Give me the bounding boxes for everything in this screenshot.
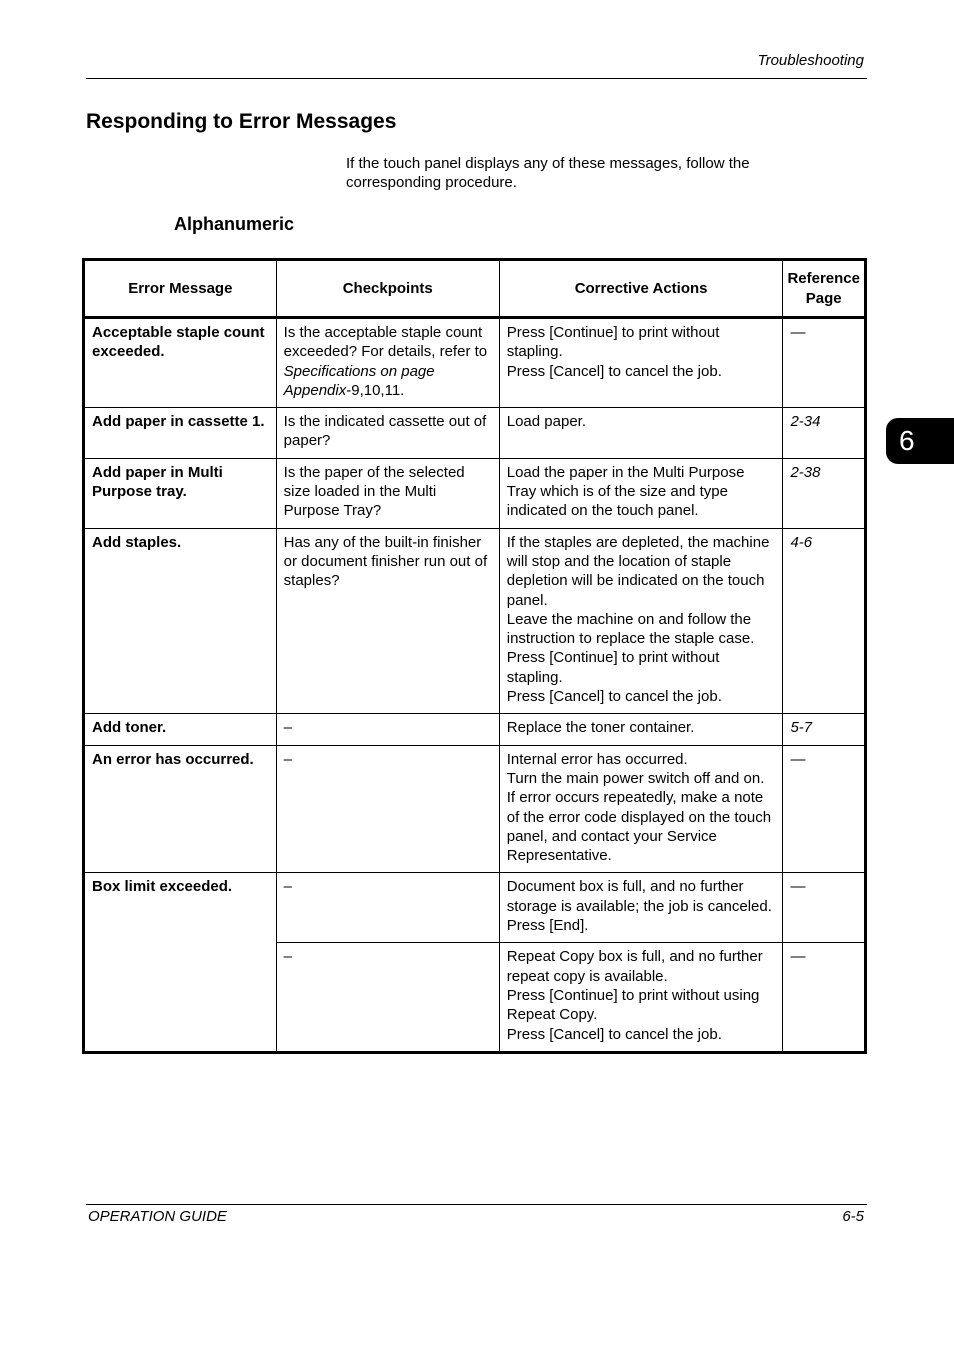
- error-messages-table: [82, 258, 867, 1054]
- checkpoint-cell: Is the acceptable staple count exceeded? For details, refer to Specifications on page Appendix-9,10,11.: [276, 318, 499, 408]
- column-header-reference-page: Reference Page: [783, 260, 866, 318]
- column-header-error-message: Error Message: [84, 260, 277, 318]
- chapter-tab: 6: [886, 418, 954, 464]
- corrective-action-cell: Repeat Copy box is full, and no further repeat copy is available. Press [Continue] to print without using Repeat Copy. Press [Cancel] to cancel the job.: [499, 943, 783, 1052]
- column-header-corrective-actions: Corrective Actions: [499, 260, 783, 318]
- error-message-cell: Acceptable staple count exceeded.: [84, 318, 277, 408]
- table-row: [84, 873, 866, 943]
- reference-page-cell: —: [783, 943, 866, 1052]
- checkpoint-cell: –: [276, 745, 499, 873]
- checkpoint-cell: Has any of the built-in finisher or document finisher run out of staples?: [276, 528, 499, 714]
- running-header: Troubleshooting: [757, 52, 864, 69]
- intro-paragraph: If the touch panel displays any of these messages, follow the corresponding procedure.: [346, 155, 750, 191]
- corrective-action-cell: Press [Continue] to print without stapling. Press [Cancel] to cancel the job.: [499, 318, 783, 408]
- header-rule: [86, 78, 867, 79]
- reference-page-cell: 2-38: [783, 458, 866, 528]
- checkpoint-cell: –: [276, 943, 499, 1052]
- corrective-action-cell: Document box is full, and no further storage is available; the job is canceled. Press [End].: [499, 873, 783, 943]
- corrective-action-cell: If the staples are depleted, the machine will stop and the location of staple depletion will be indicated on the touch panel. Leave the machine on and follow the instruction to replace the staple case. Press [Continue] to print without stapling. Press [Cancel] to cancel the job.: [499, 528, 783, 714]
- error-message-cell: Add toner.: [84, 714, 277, 745]
- corrective-action-cell: Load paper.: [499, 408, 783, 459]
- reference-page-cell: 2-34: [783, 408, 866, 459]
- checkpoint-cell: Is the paper of the selected size loaded in the Multi Purpose Tray?: [276, 458, 499, 528]
- corrective-action-cell: Load the paper in the Multi Purpose Tray which is of the size and type indicated on the touch panel.: [499, 458, 783, 528]
- footer-guide-title: OPERATION GUIDE: [88, 1208, 227, 1225]
- table-row: [84, 528, 866, 714]
- table-header-row: [84, 260, 866, 318]
- column-header-checkpoints: Checkpoints: [276, 260, 499, 318]
- section-subheading: Alphanumeric: [174, 214, 295, 234]
- error-message-cell: Add staples.: [84, 528, 277, 714]
- table-row: [84, 745, 866, 873]
- checkpoint-cell: –: [276, 873, 499, 943]
- reference-page-cell: —: [783, 745, 866, 873]
- footer-page-number: 6-5: [842, 1208, 864, 1225]
- reference-page-cell: 4-6: [783, 528, 866, 714]
- reference-page-cell: 5-7: [783, 714, 866, 745]
- error-message-cell: An error has occurred.: [84, 745, 277, 873]
- corrective-action-cell: Replace the toner container.: [499, 714, 783, 745]
- corrective-action-cell: Internal error has occurred. Turn the main power switch off and on. If error occurs repeatedly, make a note of the error code displayed on the touch panel, and contact your Service Representative.: [499, 745, 783, 873]
- error-message-cell: Add paper in Multi Purpose tray.: [84, 458, 277, 528]
- checkpoint-cell: –: [276, 714, 499, 745]
- footer-rule: [86, 1204, 867, 1205]
- table-row: [84, 408, 866, 459]
- reference-link-text: Specifications on page Appendix: [283, 362, 435, 399]
- page-title: Responding to Error Messages: [86, 110, 397, 133]
- reference-page-cell: —: [783, 873, 866, 943]
- table-row: [84, 318, 866, 408]
- error-message-cell: Add paper in cassette 1.: [84, 408, 277, 459]
- table-row: [84, 714, 866, 745]
- table-row: [84, 458, 866, 528]
- checkpoint-cell: Is the indicated cassette out of paper?: [276, 408, 499, 459]
- reference-page-cell: —: [783, 318, 866, 408]
- error-message-cell: Box limit exceeded.: [84, 873, 277, 1052]
